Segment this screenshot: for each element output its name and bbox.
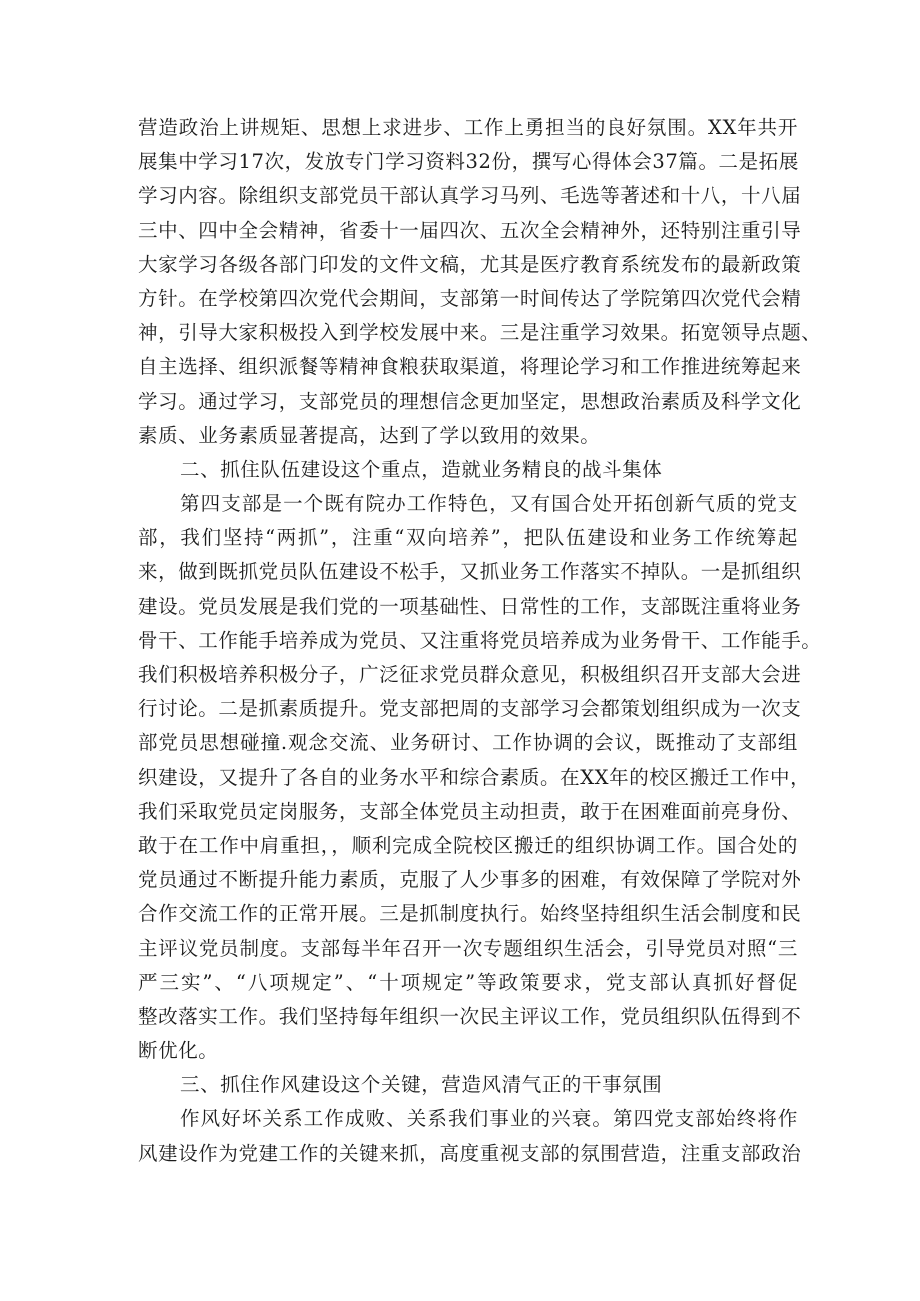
text-line: 素质、业务素质显著提高，达到了学以致用的效果。 xyxy=(138,423,601,447)
text-line: 整改落实工作。我们坚持每年组织一次民主评议工作，党员组织队伍得到不 xyxy=(138,1004,802,1028)
text-line: 学习。通过学习，支部党员的理想信念更加坚定，思想政治素质及科学文化 xyxy=(138,389,802,413)
text-line: 部党员思想碰撞.观念交流、业务研讨、工作协调的会议，既推动了支部组 xyxy=(138,731,798,755)
text-line: 断优化。 xyxy=(138,1039,219,1063)
document-body xyxy=(138,111,822,1171)
text-line: 营造政治上讲规矩、思想上求进步、工作上勇担当的良好氛围。XX年共开 xyxy=(138,116,798,139)
text-line: 三中、四中全会精神，省委十一届四次、五次全会精神外，还特别注重引导 xyxy=(138,218,802,242)
text-line: 部，我们坚持“两抓”，注重“双向培养”，把队伍建设和业务工作统筹起 xyxy=(138,526,798,550)
text-line: 合作交流工作的正常开展。三是抓制度执行。始终坚持组织生活会制度和民 xyxy=(138,902,802,926)
text-line: 行讨论。二是抓素质提升。党支部把周的支部学习会都策划组织成为一次支 xyxy=(138,697,802,721)
text-line: 方针。在学校第四次党代会期间，支部第一时间传达了学院第四次党代会精 xyxy=(138,286,802,310)
text-line: 第四支部是一个既有院办工作特色，又有国合处开拓创新气质的党支 xyxy=(180,492,798,516)
text-line: 建设。党员发展是我们党的一项基础性、日常性的工作，支部既注重将业务 xyxy=(138,594,802,618)
text-line: 神，引导大家积极投入到学校发展中来。三是注重学习效果。拓宽领导点题、 xyxy=(138,321,822,345)
text-line: 展集中学习17次，发放专门学习资料32份，撰写心得体会37篇。二是拓展 xyxy=(138,150,799,174)
text-line: 来，做到既抓党员队伍建设不松手，又抓业务工作落实不掉队。一是抓组织 xyxy=(138,560,802,584)
text-line: 主评议党员制度。支部每半年召开一次专题组织生活会，引导党员对照“三 xyxy=(138,936,798,960)
text-line: 敢于在工作中肩重担，，顺利完成全院校区搬迁的组织协调工作。国合处的 xyxy=(138,833,798,857)
text-line: 我们采取党员定岗服务，支部全体党员主动担责，敢于在困难面前亮身份、 xyxy=(138,799,802,823)
text-line: 织建设，又提升了各自的业务水平和综合素质。在XX年的校区搬迁工作中， xyxy=(138,765,811,789)
section-heading-2: 二、抓住队伍建设这个重点，造就业务精良的战斗集体 xyxy=(180,457,663,481)
text-line: 严三实”、“八项规定”、“十项规定”等政策要求，党支部认真抓好督促 xyxy=(138,970,798,994)
text-line: 风建设作为党建工作的关键来抓，高度重视支部的氛围营造，注重支部政治 xyxy=(138,1141,802,1165)
text-line: 大家学习各级各部门印发的文件文稿，尤其是医疗教育系统发布的最新政策 xyxy=(138,252,802,276)
section-heading-3: 三、抓住作风建设这个关键，营造风清气正的干事氛围 xyxy=(180,1073,663,1097)
text-line: 我们积极培养积极分子，广泛征求党员群众意见，积极组织召开支部大会进 xyxy=(138,663,802,686)
text-line: 作风好坏关系工作成败、关系我们事业的兴衰。第四党支部始终将作 xyxy=(180,1107,798,1131)
text-line: 学习内容。除组织支部党员干部认真学习马列、毛选等著述和十八，十八届 xyxy=(138,184,802,208)
text-line: 骨干、工作能手培养成为党员、又注重将党员培养成为业务骨干、工作能手。 xyxy=(138,628,822,652)
text-line: 自主选择、组织派餐等精神食粮获取渠道，将理论学习和工作推进统筹起来 xyxy=(138,355,802,379)
text-line: 党员通过不断提升能力素质，克服了人少事多的困难，有效保障了学院对外 xyxy=(138,868,802,892)
